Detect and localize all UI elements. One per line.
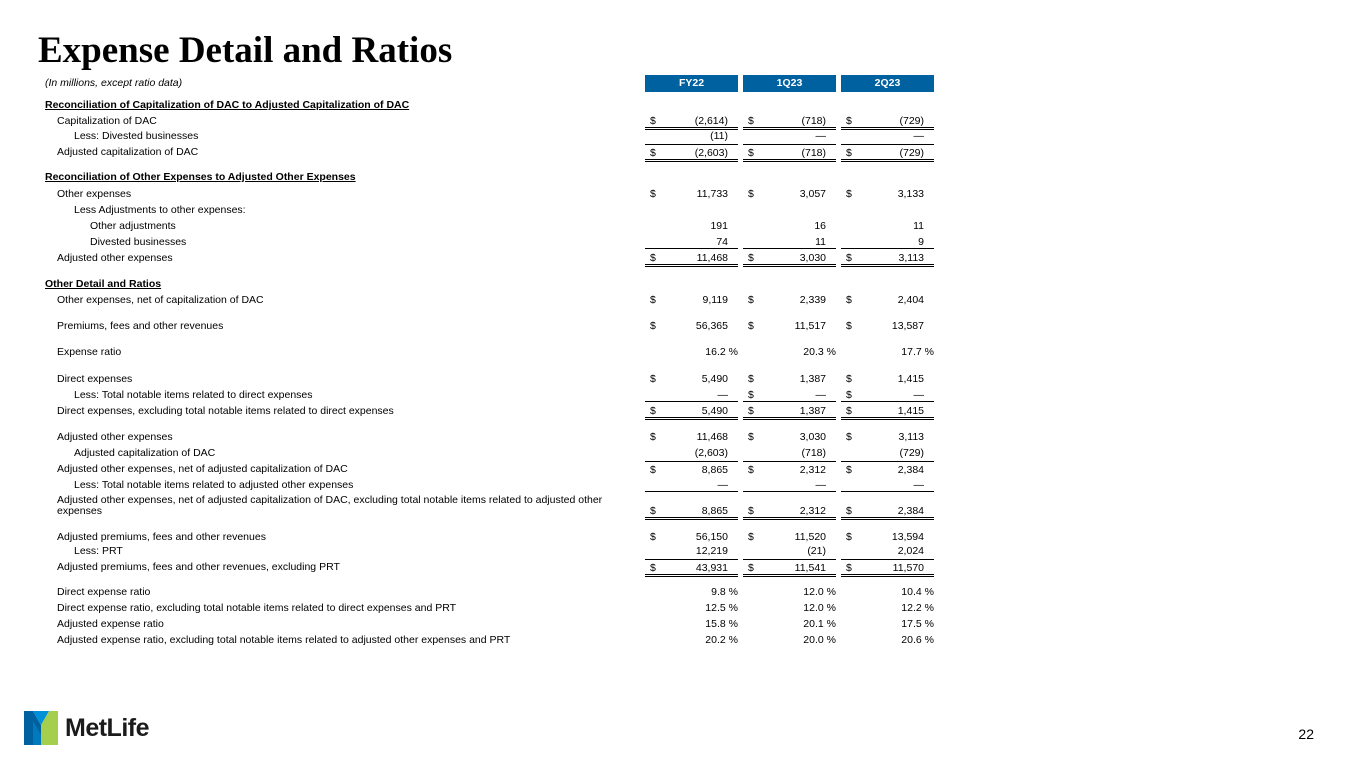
- cell-value: (11): [710, 130, 728, 142]
- cell-value: 13,587: [891, 320, 924, 332]
- table-cell: [841, 344, 934, 358]
- currency-symbol: $: [846, 405, 852, 417]
- table-cell: [645, 632, 738, 646]
- currency-symbol: $: [748, 389, 754, 401]
- cell-value: 20.1 %: [803, 618, 836, 630]
- table-cell: [645, 202, 738, 216]
- row-label: Adjusted other expenses, net of adjusted capitalization of DAC: [57, 463, 348, 475]
- table-cell: [645, 445, 738, 459]
- table-row: [0, 600, 1365, 614]
- table-row: [0, 344, 1365, 358]
- cell-value: 12.5 %: [705, 602, 738, 614]
- units-note: (In millions, except ratio data): [45, 77, 183, 89]
- cell-value: 3,113: [898, 431, 924, 443]
- table-cell: [645, 113, 738, 130]
- currency-symbol: $: [748, 505, 754, 517]
- cell-value: —: [913, 389, 924, 401]
- table-cell: [841, 584, 934, 598]
- table-cell: [743, 318, 836, 332]
- table-cell: [743, 218, 836, 232]
- table-cell: [743, 461, 836, 476]
- table-cell: [645, 403, 738, 420]
- currency-symbol: $: [748, 405, 754, 417]
- cell-value: —: [913, 130, 924, 142]
- table-cell: [645, 429, 738, 443]
- cell-value: (2,603): [694, 447, 728, 459]
- table-cell: [743, 144, 836, 162]
- currency-symbol: $: [846, 464, 852, 476]
- cell-value: 9.8 %: [711, 586, 738, 598]
- section-title: Reconciliation of Capitalization of DAC to Adjusted Capitalization of DAC: [45, 99, 410, 111]
- row-label: Adjusted capitalization of DAC: [74, 447, 216, 459]
- cell-value: 3,030: [799, 252, 826, 264]
- table-row: [0, 387, 1365, 401]
- table-cell: [841, 616, 934, 630]
- currency-symbol: $: [846, 389, 852, 401]
- cell-value: (2,603): [694, 147, 728, 159]
- table-cell: [645, 318, 738, 332]
- table-cell: [841, 559, 934, 577]
- table-row: [0, 292, 1365, 306]
- cell-value: 11,520: [794, 531, 826, 543]
- cell-value: 56,150: [695, 531, 728, 543]
- row-label: Direct expense ratio, excluding total notable items related to direct expenses and PRT: [57, 602, 457, 614]
- cell-value: —: [815, 479, 826, 491]
- table-row: [0, 543, 1365, 557]
- table-cell: [743, 202, 836, 216]
- table-cell: [841, 218, 934, 232]
- table-cell: [645, 186, 738, 200]
- table-row: [0, 529, 1365, 543]
- table-cell: [645, 344, 738, 358]
- currency-symbol: $: [650, 505, 656, 517]
- currency-symbol: $: [846, 431, 852, 443]
- table-cell: [841, 250, 934, 267]
- cell-value: 20.6 %: [901, 634, 934, 646]
- cell-value: (729): [899, 147, 924, 159]
- table-row: [0, 318, 1365, 332]
- column-header-fy22: FY22: [645, 75, 738, 92]
- table-cell: [841, 445, 934, 459]
- currency-symbol: $: [846, 562, 852, 574]
- cell-value: 191: [710, 220, 728, 232]
- cell-value: 9: [918, 236, 924, 248]
- table-cell: [841, 529, 934, 543]
- table-cell: [841, 403, 934, 420]
- cell-value: —: [815, 130, 826, 142]
- cell-value: 13,594: [891, 531, 924, 543]
- table-cell: [743, 113, 836, 130]
- table-cell: [645, 371, 738, 385]
- cell-value: 11,733: [696, 188, 728, 200]
- table-cell: [645, 218, 738, 232]
- row-label: Less: Divested businesses: [74, 130, 199, 142]
- table-cell: [743, 344, 836, 358]
- table-cell: [841, 387, 934, 402]
- currency-symbol: $: [650, 320, 656, 332]
- currency-symbol: $: [846, 147, 852, 159]
- cell-value: 11,570: [892, 562, 924, 574]
- table-cell: [841, 371, 934, 385]
- currency-symbol: $: [748, 464, 754, 476]
- currency-symbol: $: [748, 531, 754, 543]
- cell-value: —: [717, 479, 728, 491]
- cell-value: 2,312: [799, 464, 826, 476]
- cell-value: 16: [814, 220, 826, 232]
- table-cell: [743, 632, 836, 646]
- table-cell: [645, 477, 738, 492]
- table-row: [0, 129, 1365, 142]
- cell-value: 2,384: [897, 505, 924, 517]
- currency-symbol: $: [650, 373, 656, 385]
- table-cell: [645, 129, 738, 142]
- row-label: Expense ratio: [57, 346, 122, 358]
- currency-symbol: $: [748, 115, 754, 127]
- cell-value: 8,865: [701, 505, 728, 517]
- table-cell: [743, 543, 836, 557]
- cell-value: 12,219: [695, 545, 728, 557]
- table-cell: [841, 318, 934, 332]
- currency-symbol: $: [748, 562, 754, 574]
- row-label: Premiums, fees and other revenues: [57, 320, 224, 332]
- table-cell: [645, 600, 738, 614]
- cell-value: 1,387: [799, 373, 826, 385]
- cell-value: (2,614): [694, 115, 728, 127]
- table-cell: [645, 543, 738, 557]
- cell-value: 56,365: [695, 320, 728, 332]
- currency-symbol: $: [748, 147, 754, 159]
- table-row: [0, 202, 1365, 216]
- table-cell: [743, 492, 836, 520]
- table-cell: [645, 559, 738, 577]
- table-cell: [841, 202, 934, 216]
- currency-symbol: $: [846, 294, 852, 306]
- cell-value: 11: [815, 236, 826, 248]
- currency-symbol: $: [748, 252, 754, 264]
- currency-symbol: $: [846, 373, 852, 385]
- row-label: Divested businesses: [90, 236, 187, 248]
- table-row: [0, 632, 1365, 646]
- cell-value: (21): [807, 545, 826, 557]
- row-label: Adjusted expense ratio: [57, 618, 164, 630]
- table-row: [0, 234, 1365, 248]
- cell-value: 15.8 %: [705, 618, 738, 630]
- cell-value: 2,384: [897, 464, 924, 476]
- cell-value: (729): [899, 447, 924, 459]
- row-label: Direct expenses, excluding total notable items related to direct expenses: [57, 405, 394, 417]
- currency-symbol: $: [650, 294, 656, 306]
- table-cell: [841, 234, 934, 249]
- row-label: Other expenses, net of capitalization of DAC: [57, 294, 264, 306]
- currency-symbol: $: [846, 531, 852, 543]
- table-cell: [743, 429, 836, 443]
- currency-symbol: $: [650, 405, 656, 417]
- table-cell: [841, 292, 934, 306]
- table-row: [0, 186, 1365, 200]
- table-row: [0, 144, 1365, 158]
- table-cell: [743, 129, 836, 142]
- currency-symbol: $: [650, 147, 656, 159]
- cell-value: 1,415: [897, 373, 924, 385]
- table-cell: [743, 616, 836, 630]
- table-cell: [743, 250, 836, 267]
- cell-value: 3,057: [799, 188, 826, 200]
- column-header-2q23: 2Q23: [841, 75, 934, 92]
- table-cell: [743, 186, 836, 200]
- table-row: [0, 584, 1365, 598]
- table-cell: [645, 492, 738, 520]
- table-cell: [645, 584, 738, 598]
- table-cell: [743, 234, 836, 249]
- cell-value: 3,113: [898, 252, 924, 264]
- section-header-reconciliation-of-capitalization-of-dac-to-adjusted-capitalization-of-dac: [0, 97, 1365, 111]
- currency-symbol: $: [748, 320, 754, 332]
- table-row: [0, 559, 1365, 573]
- metlife-logo: [24, 711, 174, 745]
- cell-value: 12.0 %: [803, 586, 836, 598]
- cell-value: —: [717, 389, 728, 401]
- currency-symbol: $: [650, 252, 656, 264]
- currency-symbol: $: [650, 562, 656, 574]
- cell-value: —: [815, 389, 826, 401]
- section-header-other-detail-and-ratios: [0, 276, 1365, 290]
- cell-value: 11,468: [696, 252, 728, 264]
- cell-value: (718): [801, 115, 826, 127]
- table-cell: [841, 113, 934, 130]
- table-cell: [841, 492, 934, 520]
- row-label: Adjusted other expenses: [57, 431, 173, 443]
- column-header-1q23: 1Q23: [743, 75, 836, 92]
- cell-value: 3,133: [897, 188, 924, 200]
- currency-symbol: $: [846, 505, 852, 517]
- cell-value: 2,312: [799, 505, 826, 517]
- section-header-reconciliation-of-other-expenses-to-adjusted-other-expenses: [0, 169, 1365, 183]
- table-row: [0, 461, 1365, 475]
- currency-symbol: $: [650, 531, 656, 543]
- table-row: [0, 429, 1365, 443]
- table-row: [0, 218, 1365, 232]
- row-label: Adjusted capitalization of DAC: [57, 146, 199, 158]
- table-cell: [645, 529, 738, 543]
- table-cell: [645, 616, 738, 630]
- table-cell: [743, 584, 836, 598]
- cell-value: —: [913, 479, 924, 491]
- currency-symbol: $: [846, 252, 852, 264]
- table-row: [0, 616, 1365, 630]
- cell-value: 17.7 %: [901, 346, 934, 358]
- cell-value: 11: [913, 220, 924, 232]
- page-number: 22: [1298, 726, 1314, 742]
- table-cell: [841, 129, 934, 142]
- table-cell: [841, 144, 934, 162]
- cell-value: 2,024: [897, 545, 924, 557]
- cell-value: 12.2 %: [901, 602, 934, 614]
- cell-value: 10.4 %: [901, 586, 934, 598]
- cell-value: 74: [716, 236, 728, 248]
- currency-symbol: $: [748, 373, 754, 385]
- table-cell: [743, 292, 836, 306]
- cell-value: 1,387: [799, 405, 826, 417]
- table-row: [0, 445, 1365, 459]
- table-row: [0, 492, 1365, 517]
- cell-value: 9,119: [702, 294, 728, 306]
- row-label: Other expenses: [57, 188, 132, 200]
- table-cell: [645, 387, 738, 402]
- cell-value: 16.2 %: [705, 346, 738, 358]
- table-cell: [841, 461, 934, 476]
- currency-symbol: $: [650, 464, 656, 476]
- table-cell: [645, 234, 738, 249]
- cell-value: 2,404: [897, 294, 924, 306]
- row-label: Less: PRT: [74, 545, 123, 557]
- cell-value: 17.5 %: [901, 618, 934, 630]
- table-row: [0, 477, 1365, 491]
- table-cell: [841, 600, 934, 614]
- cell-value: 2,339: [799, 294, 826, 306]
- row-label: Other adjustments: [90, 220, 176, 232]
- table-cell: [743, 477, 836, 492]
- row-label: Direct expenses: [57, 373, 133, 385]
- section-title: Reconciliation of Other Expenses to Adjusted Other Expenses: [45, 171, 356, 183]
- cell-value: (718): [801, 147, 826, 159]
- table-row: [0, 371, 1365, 385]
- cell-value: (729): [899, 115, 924, 127]
- cell-value: 5,490: [701, 405, 728, 417]
- row-label: Less: Total notable items related to direct expenses: [74, 389, 313, 401]
- table-row: [0, 403, 1365, 417]
- row-label: Adjusted premiums, fees and other revenues, excluding PRT: [57, 561, 340, 573]
- cell-value: 11,468: [696, 431, 728, 443]
- currency-symbol: $: [748, 431, 754, 443]
- table-cell: [645, 292, 738, 306]
- table-cell: [743, 387, 836, 402]
- table-cell: [743, 559, 836, 577]
- row-label: Less Adjustments to other expenses:: [74, 204, 246, 216]
- table-cell: [743, 529, 836, 543]
- table-cell: [841, 429, 934, 443]
- table-cell: [645, 461, 738, 476]
- table-cell: [841, 477, 934, 492]
- row-label: Adjusted other expenses, net of adjusted capitalization of DAC, excluding total notable items related to adjusted other expenses: [57, 494, 603, 517]
- row-label: Adjusted premiums, fees and other revenues: [57, 531, 266, 543]
- cell-value: 3,030: [799, 431, 826, 443]
- cell-value: 8,865: [701, 464, 728, 476]
- table-row: [0, 250, 1365, 264]
- metlife-mark-icon: [24, 711, 58, 745]
- table-cell: [743, 600, 836, 614]
- metlife-wordmark: MetLife: [65, 714, 149, 742]
- row-label: Direct expense ratio: [57, 586, 151, 598]
- table-cell: [841, 186, 934, 200]
- row-label: Adjusted other expenses: [57, 252, 173, 264]
- row-label: Less: Total notable items related to adjusted other expenses: [74, 479, 354, 491]
- currency-symbol: $: [748, 294, 754, 306]
- cell-value: (718): [801, 447, 826, 459]
- cell-value: 1,415: [897, 405, 924, 417]
- cell-value: 20.2 %: [705, 634, 738, 646]
- cell-value: 12.0 %: [803, 602, 836, 614]
- cell-value: 43,931: [695, 562, 728, 574]
- table-cell: [743, 371, 836, 385]
- page-title: Expense Detail and Ratios: [38, 30, 453, 71]
- table-cell: [645, 250, 738, 267]
- cell-value: 20.0 %: [803, 634, 836, 646]
- row-label: Capitalization of DAC: [57, 115, 157, 127]
- table-cell: [841, 632, 934, 646]
- currency-symbol: $: [846, 115, 852, 127]
- currency-symbol: $: [650, 188, 656, 200]
- table-cell: [743, 403, 836, 420]
- currency-symbol: $: [748, 188, 754, 200]
- currency-symbol: $: [846, 188, 852, 200]
- currency-symbol: $: [846, 320, 852, 332]
- cell-value: 20.3 %: [803, 346, 836, 358]
- section-title: Other Detail and Ratios: [45, 278, 162, 290]
- currency-symbol: $: [650, 431, 656, 443]
- table-cell: [743, 445, 836, 459]
- table-row: [0, 113, 1365, 127]
- row-label: Adjusted expense ratio, excluding total notable items related to adjusted other expenses and PRT: [57, 634, 511, 646]
- cell-value: 11,541: [794, 562, 826, 574]
- cell-value: 11,517: [794, 320, 826, 332]
- currency-symbol: $: [650, 115, 656, 127]
- table-cell: [645, 144, 738, 162]
- cell-value: 5,490: [701, 373, 728, 385]
- table-cell: [841, 543, 934, 557]
